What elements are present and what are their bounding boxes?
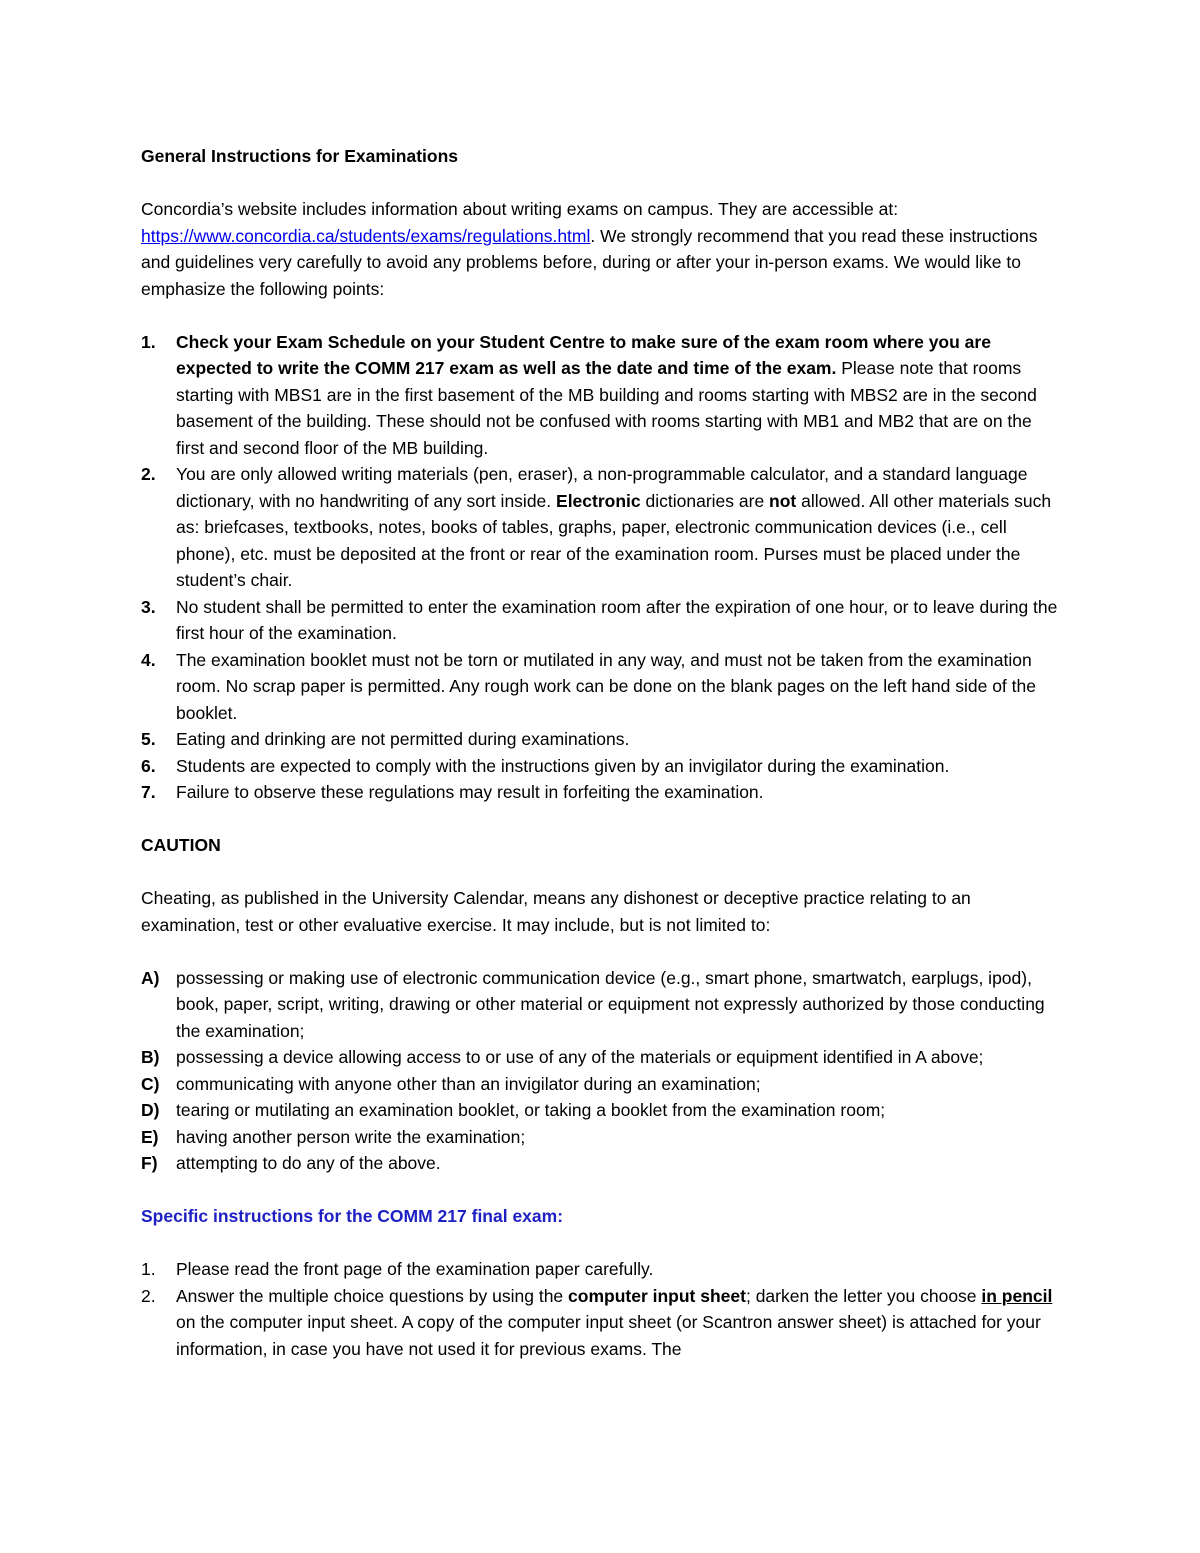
list-item — [141, 779, 1063, 806]
list-item — [141, 1283, 1063, 1363]
item-number: 2. — [141, 464, 156, 484]
item-text: Answer the multiple choice questions by using the — [176, 1285, 569, 1306]
list-item — [141, 647, 1063, 727]
item-underlined-text: in pencil — [981, 1285, 1053, 1306]
item-letter: C) — [141, 1073, 160, 1094]
item-number: 2. — [141, 1285, 156, 1306]
item-text: having another person write the examination; — [176, 1126, 526, 1147]
intro-text: Concordia’s website includes information about writing exams on campus. They are accessible at: — [141, 199, 899, 219]
list-item — [141, 1256, 1063, 1283]
item-number: 6. — [141, 755, 156, 776]
list-item — [141, 753, 1063, 780]
general-instructions-list — [141, 329, 1063, 806]
item-letter: D) — [141, 1100, 160, 1120]
list-item — [141, 1044, 1063, 1071]
item-text: Students are expected to comply with the instructions given by an invigilator during the examination. — [176, 755, 950, 776]
item-text: on the computer input sheet. A copy of the computer input sheet (or Scantron answer sheet) is attached for your information, in case you have not used it for previous exams. The — [176, 1312, 1041, 1359]
item-bold-text: not — [769, 490, 797, 511]
caution-paragraph: Cheating, as published in the University Calendar, means any dishonest or deceptive practice relating to an examination, test or other evaluative exercise. It may include, but is not limited to: — [141, 888, 971, 935]
item-bold-text: Check your Exam Schedule on your Student Centre to make sure of the exam room where you are expected to write the COMM 217 exam as well as the date and time of the exam. — [176, 331, 991, 378]
list-item — [141, 965, 1063, 1045]
intro-text-continued: . We strongly recommend that you read these instructions and guidelines very carefully to avoid any problems before, during or after your in-person exams. We would like to emphasize the following points: — [141, 225, 1038, 299]
item-text: Eating and drinking are not permitted during examinations. — [176, 729, 630, 749]
item-letter: A) — [141, 967, 160, 988]
list-item — [141, 1150, 1063, 1177]
list-item — [141, 329, 1063, 462]
item-letter: F) — [141, 1153, 158, 1173]
caution-list — [141, 965, 1063, 1177]
list-item — [141, 1124, 1063, 1151]
item-text: communicating with anyone other than an invigilator during an examination; — [176, 1073, 761, 1094]
list-item — [141, 726, 1063, 753]
item-letter: B) — [141, 1047, 160, 1067]
item-text: tearing or mutilating an examination booklet, or taking a booklet from the examination room; — [176, 1100, 886, 1120]
item-number: 3. — [141, 596, 156, 617]
item-number: 4. — [141, 649, 156, 670]
specific-instructions-list — [141, 1256, 1063, 1362]
item-number: 1. — [141, 1259, 156, 1279]
item-bold-text: Electronic — [556, 490, 641, 511]
item-text: possessing or making use of electronic communication device (e.g., smart phone, smartwatch, earplugs, ipod), book, paper, script, writing, drawing or other material or equipment not expressly authorized by those conducting the examination; — [176, 967, 1045, 1041]
list-item — [141, 1071, 1063, 1098]
item-text: ; darken the letter you choose — [745, 1285, 982, 1306]
item-number: 5. — [141, 729, 156, 749]
item-letter: E) — [141, 1126, 159, 1147]
regulations-link[interactable]: https://www.concordia.ca/students/exams/regulations.html — [141, 225, 591, 246]
item-text: dictionaries are — [640, 490, 770, 511]
item-number: 1. — [141, 331, 156, 352]
item-text: No student shall be permitted to enter the examination room after the expiration of one hour, or to leave during the first hour of the examination. — [176, 596, 1058, 643]
list-item — [141, 461, 1063, 594]
list-item — [141, 1097, 1063, 1124]
item-text: You are only allowed writing materials (pen, eraser), a non-programmable calculator, and a standard language dictionary, with no handwriting of any sort inside. — [176, 464, 1028, 511]
item-text: allowed. All other materials such as: briefcases, textbooks, notes, books of tables, graphs, paper, electronic communication devices (i.e., cell phone), etc. must be deposited at the front or rear of the examination room. Purses must be placed under the student’s chair. — [176, 490, 1052, 590]
specific-instructions-heading: Specific instructions for the COMM 217 final exam: — [141, 1206, 564, 1226]
caution-heading: CAUTION — [141, 835, 221, 855]
item-text: Failure to observe these regulations may result in forfeiting the examination. — [176, 782, 764, 802]
item-bold-text: computer input sheet — [568, 1285, 746, 1306]
intro-paragraph — [141, 196, 1063, 302]
page-content — [141, 143, 1063, 1362]
item-text: Please read the front page of the examination paper carefully. — [176, 1259, 654, 1279]
item-text: possessing a device allowing access to or use of any of the materials or equipment identified in A above; — [176, 1047, 984, 1067]
item-text: The examination booklet must not be torn or mutilated in any way, and must not be taken from the examination room. No scrap paper is permitted. Any rough work can be done on the blank pages on the left hand side of the booklet. — [176, 649, 1036, 723]
item-text: Please note that rooms starting with MBS1 are in the first basement of the MB building and rooms starting with MBS2 are in the second basement of the building. These should not be confused with rooms starting with MB1 and MB2 that are on the first and second floor of the MB building. — [176, 358, 1037, 458]
list-item — [141, 594, 1063, 647]
item-number: 7. — [141, 782, 156, 802]
item-text: attempting to do any of the above. — [176, 1153, 441, 1173]
page-title: General Instructions for Examinations — [141, 146, 459, 166]
